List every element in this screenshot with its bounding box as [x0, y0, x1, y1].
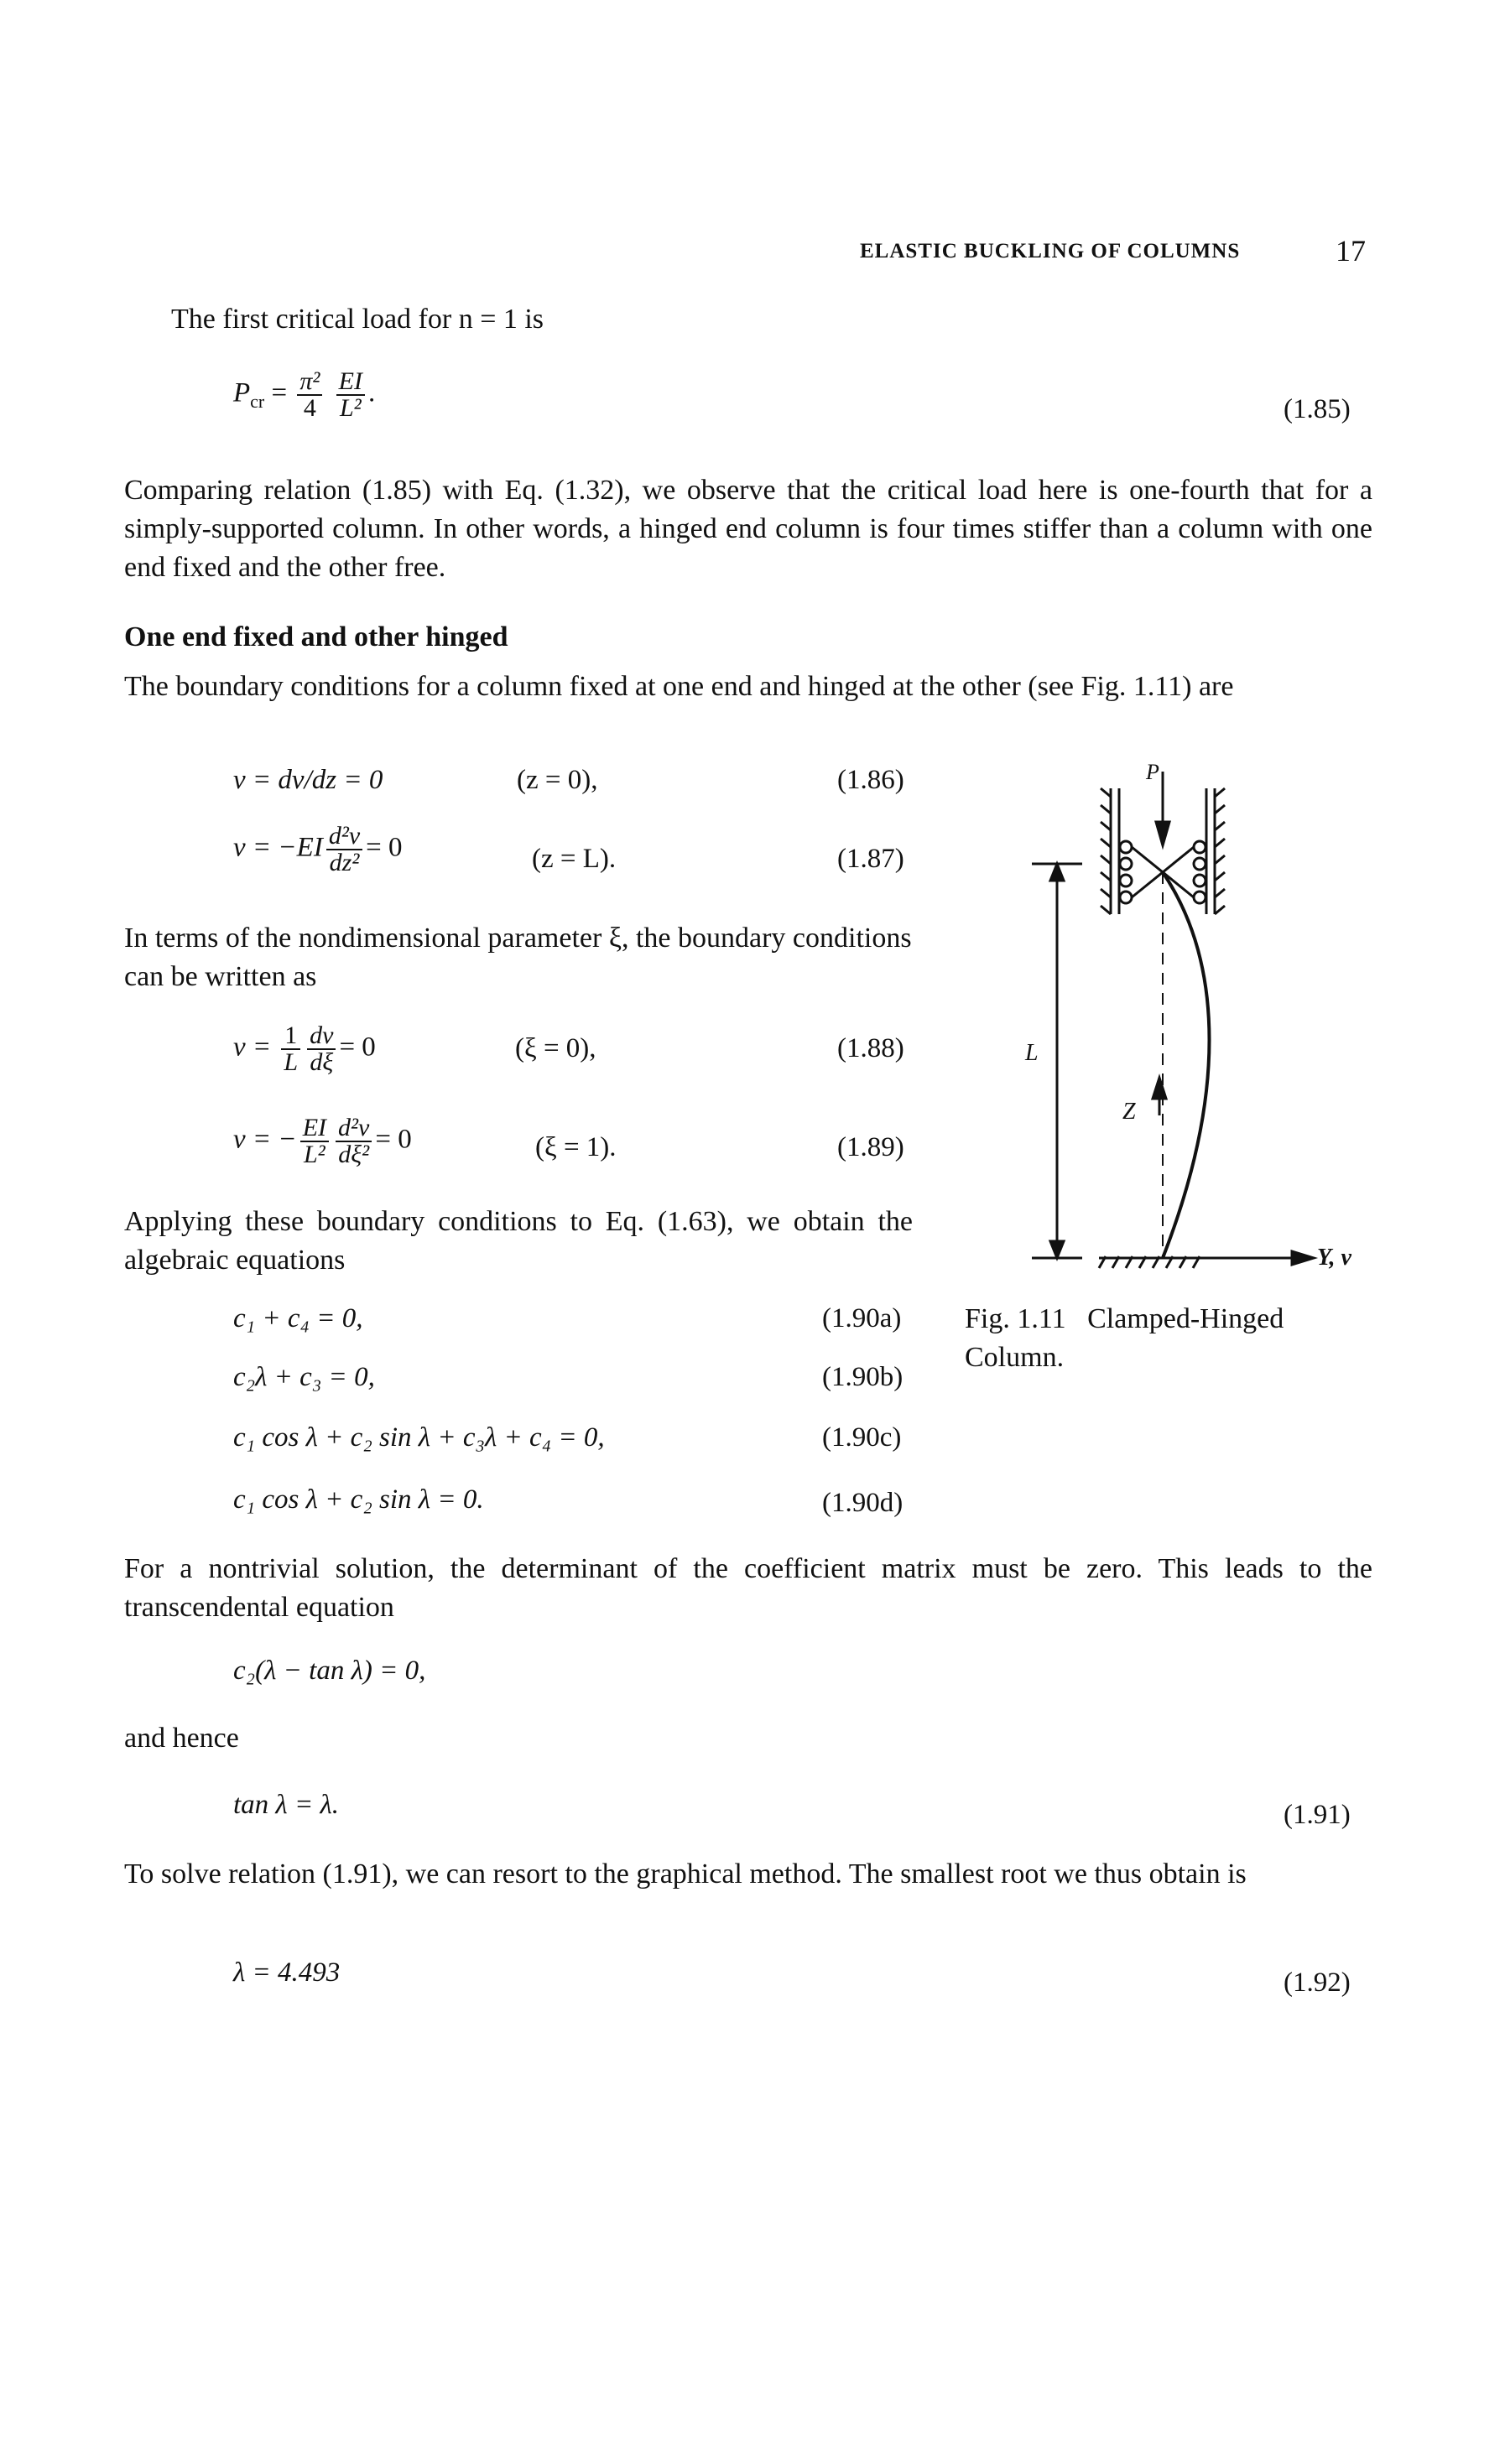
intro-line: The first critical load for n = 1 is	[171, 304, 544, 335]
eq185-number: (1.85)	[1284, 394, 1351, 424]
equation-1-89	[233, 1115, 412, 1167]
eq189-fraction	[336, 1115, 372, 1167]
eq189-cond: (ξ = 1).	[535, 1132, 617, 1162]
eq185-lhs: P	[233, 377, 251, 408]
paragraph-nondimensional: In terms of the nondimensional parameter ξ, the boundary conditions can be written as	[124, 923, 912, 992]
paragraph-comparing: Comparing relation (1.85) with Eq. (1.32), we observe that the critical load here is one-fourth that for a simply-supported column. In other words, a hinged end column is four times stiffer than a column with one end fixed and the other free.	[124, 475, 1372, 583]
eq189-coef-den: L²	[304, 1141, 325, 1168]
load-arrowhead	[1156, 822, 1169, 845]
eq186-number: (1.86)	[837, 765, 904, 795]
eq185-lhs-sub: cr	[250, 391, 265, 413]
eq192-expr: λ = 4.493	[233, 1957, 341, 1988]
eq187-cond: (z = L).	[532, 844, 617, 874]
eq187-num: d²v	[326, 824, 362, 850]
eq187-fraction	[326, 824, 362, 876]
left-rollers	[1120, 841, 1132, 903]
eq187-den: dz²	[329, 849, 360, 876]
eq190c-expr: c₁ cos λ + c₂ sin λ + c₃λ + c₄ = 0,	[233, 1422, 605, 1453]
eq188-number: (1.88)	[837, 1033, 904, 1063]
eq189-coef-num: EI	[300, 1115, 329, 1142]
label-Z: Z	[1122, 1099, 1136, 1125]
eq185-rel: =	[271, 377, 288, 408]
eq189-coef-fraction	[300, 1115, 329, 1167]
z-arrowhead	[1153, 1078, 1166, 1099]
eq190a-number: (1.90a)	[822, 1303, 902, 1333]
eq188-lhs: v =	[233, 1032, 272, 1063]
and-hence: and hence	[124, 1723, 239, 1754]
eq188-den: dξ	[310, 1048, 334, 1076]
eq189-tail: = 0	[375, 1124, 412, 1155]
eq191-number: (1.91)	[1284, 1800, 1351, 1830]
eq187-lhs: v = −EI	[233, 832, 323, 863]
eq189-num: d²v	[336, 1115, 372, 1142]
equation-1-85	[233, 369, 375, 421]
eq190d-number: (1.90d)	[822, 1488, 904, 1518]
eq187-tail: = 0	[366, 832, 403, 863]
eq188-num: dv	[307, 1023, 336, 1050]
eq185-fraction	[336, 369, 365, 421]
eq188-fraction	[307, 1023, 336, 1075]
eq191-expr: tan λ = λ.	[233, 1790, 340, 1820]
eq189-number: (1.89)	[837, 1132, 904, 1162]
eq188-cond: (ξ = 0),	[515, 1033, 596, 1063]
eq190b-number: (1.90b)	[822, 1362, 904, 1392]
equation-1-87	[233, 824, 403, 876]
eq189-den: dξ²	[338, 1141, 370, 1168]
right-guide-hatch	[1215, 788, 1225, 914]
eq185-coef-num: π²	[297, 369, 322, 396]
eq190a-expr: c₁ + c₄ = 0,	[233, 1303, 363, 1333]
running-header: ELASTIC BUCKLING OF COLUMNS	[860, 240, 1241, 263]
left-guide-hatch	[1101, 788, 1111, 914]
right-rollers	[1194, 841, 1206, 903]
paragraph-graphical: To solve relation (1.91), we can resort to the graphical method. The smallest root we thus obtain is	[124, 1858, 1247, 1890]
section-heading: One end fixed and other hinged	[124, 621, 508, 652]
figure-clamped-hinged-column	[1015, 746, 1334, 1292]
paragraph-boundary: The boundary conditions for a column fixed at one end and hinged at the other (see Fig. 1.11) are	[124, 671, 1234, 702]
figure-caption	[965, 1300, 1359, 1377]
equation-1-88	[233, 1023, 376, 1075]
paragraph-applying: Applying these boundary conditions to Eq. (1.63), we obtain the algebraic equations	[124, 1206, 913, 1276]
eq192-number: (1.92)	[1284, 1968, 1351, 1998]
eq185-tail: .	[368, 377, 376, 408]
eq188-tail: = 0	[339, 1032, 376, 1063]
eq190b-expr: c₂λ + c₃ = 0,	[233, 1362, 375, 1392]
caption-text: Clamped-Hinged Column.	[965, 1303, 1284, 1373]
eq188-coef-den: L	[284, 1048, 299, 1076]
deflected-column-curve	[1163, 872, 1210, 1258]
label-L: L	[1025, 1040, 1039, 1066]
paragraph-nontrivial: For a nontrivial solution, the determinant of the coefficient matrix must be zero. This leads to the transcendental equation	[124, 1553, 1372, 1623]
y-axis-arrowhead	[1292, 1251, 1314, 1265]
eq190d-expr: c₁ cos λ + c₂ sin λ = 0.	[233, 1484, 484, 1515]
caption-label: Fig. 1.11	[965, 1303, 1066, 1334]
label-Yv: Y, v	[1317, 1245, 1351, 1271]
label-P: P	[1146, 760, 1159, 784]
eq187-number: (1.87)	[837, 844, 904, 874]
eq185-coef-den: 4	[303, 394, 316, 422]
eq185-den: L²	[339, 394, 362, 422]
eq185-num: EI	[336, 369, 365, 396]
eq190c-number: (1.90c)	[822, 1422, 902, 1453]
eq188-coef-num: 1	[281, 1023, 300, 1050]
eq186-cond: (z = 0),	[517, 765, 598, 795]
eq189-lhs: v = −	[233, 1124, 297, 1155]
dim-arrow-bottom	[1050, 1241, 1064, 1258]
eq185-coef-fraction	[297, 369, 322, 421]
dim-arrow-top	[1050, 864, 1064, 881]
eq186-expr: v = dv/dz = 0	[233, 765, 383, 795]
page-number: 17	[1336, 234, 1366, 268]
eq-determinant: c₂(λ − tan λ) = 0,	[233, 1656, 426, 1686]
eq188-coef-fraction	[281, 1023, 300, 1075]
